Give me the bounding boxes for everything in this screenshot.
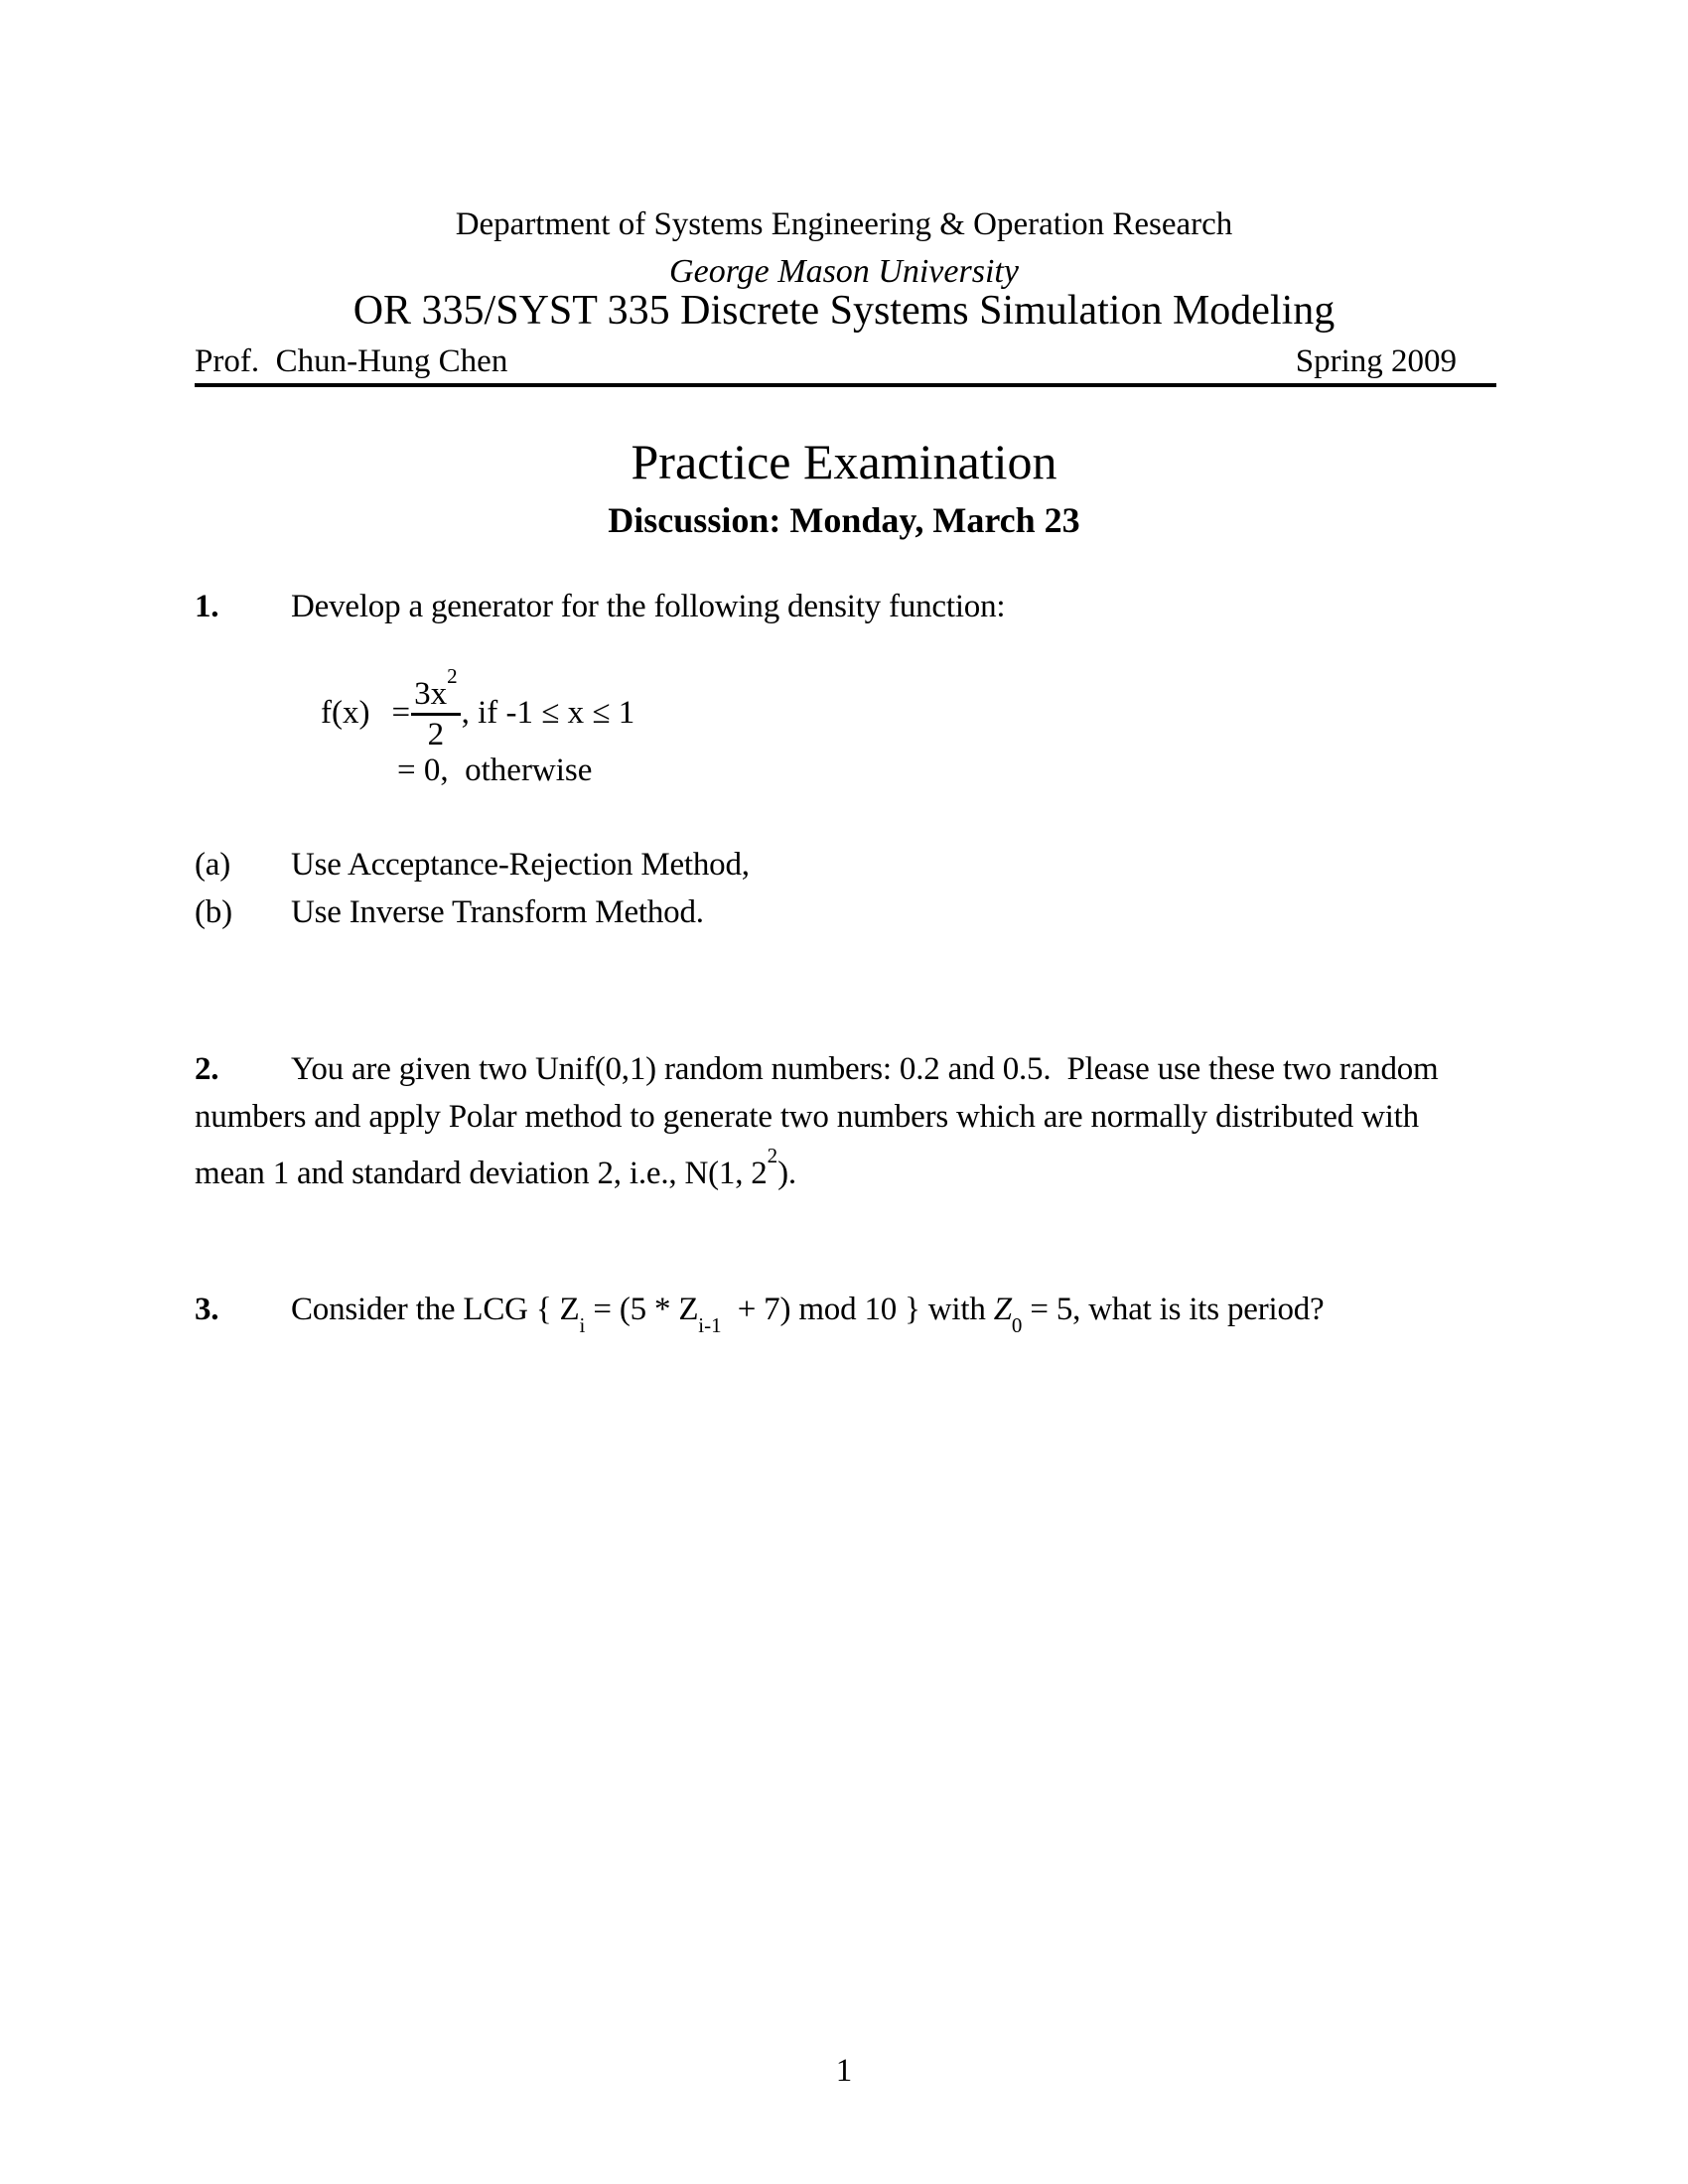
page-number: 1 [835, 2053, 853, 2089]
discussion-subtitle: Discussion: Monday, March 23 [608, 500, 1080, 540]
numerator-base: 3x [414, 676, 448, 712]
question-2-line-1 [195, 1045, 1585, 1093]
question-1-number: 1. [195, 589, 219, 624]
question-3-number: 3. [195, 1292, 219, 1327]
question-2-text-3: mean 1 and standard deviation 2, i.e., N(1, 2 [195, 1156, 768, 1191]
question-2-text-3-end: ). [777, 1156, 796, 1191]
question-1-text: Develop a generator for the following density function: [291, 589, 1006, 624]
lcg-text-1: Consider the LCG { Z [291, 1292, 580, 1327]
density-formula-line-1 [321, 663, 635, 752]
lcg-text-3: + 7) mod 10 } with [721, 1292, 994, 1327]
formula-line2-equals: = [397, 752, 416, 788]
question-3 [195, 1292, 1325, 1338]
course-title: OR 335/SYST 335 Discrete Systems Simulation Modeling [352, 288, 1336, 334]
fraction [411, 663, 461, 752]
term-label: Spring 2009 [1295, 343, 1457, 379]
professor-term-row [195, 345, 1496, 378]
question-2 [195, 1045, 1585, 1191]
page-title: Practice Examination [631, 434, 1057, 489]
part-a-text: Use Acceptance-Rejection Method, [291, 847, 750, 883]
subscript-i: i [579, 1313, 586, 1338]
part-b-label: (b) [195, 894, 232, 930]
part-a-label: (a) [195, 847, 231, 883]
formula-lhs: f(x) [321, 695, 370, 731]
formula-line2-text: 0, otherwise [423, 752, 593, 788]
numerator-exponent: 2 [447, 663, 458, 688]
question-2-line-3 [195, 1141, 1585, 1191]
header-rule [195, 383, 1496, 387]
fraction-denominator: 2 [427, 717, 445, 752]
department-line: Department of Systems Engineering & Operation Research [455, 206, 1233, 242]
subscript-0: 0 [1011, 1313, 1023, 1338]
question-2-line-2: numbers and apply Polar method to generate two numbers which are normally distributed with [195, 1099, 1419, 1135]
question-1 [195, 591, 1005, 623]
subscript-i-minus-1: i-1 [698, 1313, 722, 1338]
formula-equals: = [391, 695, 411, 731]
lcg-text-4: = 5, what is its period? [1022, 1292, 1325, 1327]
question-2-number: 2. [195, 1051, 219, 1087]
question-1-part-b [195, 896, 704, 929]
part-b-text: Use Inverse Transform Method. [291, 894, 704, 930]
z-zero-variable: Z [993, 1292, 1012, 1327]
question-2-text-1: You are given two Unif(0,1) random numbers: 0.2 and 0.5. Please use these two random [291, 1051, 1439, 1087]
variance-exponent: 2 [767, 1143, 778, 1167]
lcg-text-2: = (5 * Z [585, 1292, 699, 1327]
professor-name: Prof. Chun-Hung Chen [195, 343, 508, 379]
formula-condition: , if -1 ≤ x ≤ 1 [461, 695, 635, 731]
density-formula-line-2 [397, 754, 592, 787]
fraction-numerator [411, 663, 461, 716]
question-1-part-a [195, 849, 750, 882]
university-line: George Mason University [669, 253, 1019, 290]
